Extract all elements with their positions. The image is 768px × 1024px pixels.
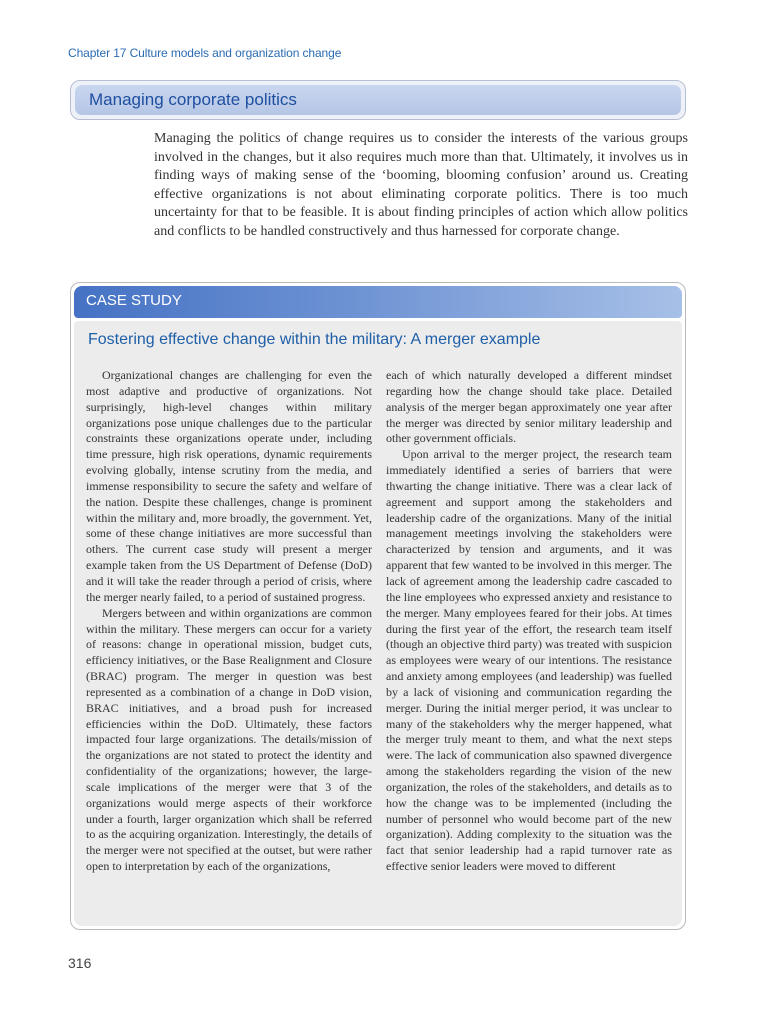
right-paragraph-1: each of which naturally developed a different mindset regarding how the change should take place. Detailed analysis of the merger began approximately one year after the merger was directed by senior military leadership and other government officials. (386, 368, 672, 446)
case-study-title: Fostering effective change within the military: A merger example (88, 331, 541, 348)
left-paragraph-2: Mergers between and within organizations are common within the military. These mergers can occur for a variety of reasons: change in operational mission, budget cuts, efficiency initiatives, or the Base Realignment and Closure (BRAC) program. The merger in question was best represented as a combination of a change in DoD vision, BRAC initiatives, and a broad push for increased efficiencies within the DoD. Ultimately, these factors impacted four large organizations. The details/mission of the organizations are not stated to protect the identity and confidentiality of the organizations; however, the large-scale implications of the merger were that 3 of the organizations would merge aspects of their workforce under a fourth, larger organization which shall be referred to as the acquiring organization. Interestingly, the details of the merger were not specified at the outset, but were rather open to interpretation by each of the organizations, (86, 605, 372, 874)
left-column (86, 368, 372, 875)
running-head: Chapter 17 Culture models and organization change (68, 46, 342, 60)
case-study-label: CASE STUDY (86, 292, 182, 309)
intro-paragraph-block (154, 130, 688, 242)
right-column (386, 368, 672, 875)
section-heading-bar (70, 80, 686, 120)
case-study-body (74, 321, 682, 926)
right-paragraph-2: Upon arrival to the merger project, the research team immediately identified a series of barriers that were thwarting the change initiative. There was a clear lack of agreement and support among the stakeholders and leadership cadre of the organizations. Many of the initial management meetings involving the stakeholders were characterized by tension and arguments, and it was apparent that few wanted to be involved in this merger. The lack of agreement among the leadership cadre cascaded to the line employees who expressed anxiety and resistance to the merger. Many employees feared for their jobs. At times during the first year of the effort, the research team itself (though an objective third party) was treated with suspicion as employees were weary of our intentions. The resistance and anxiety among employees (and leadership) was fuelled by a lack of visioning and communication regarding the merger. During the initial merger period, it was unclear to many of the stakeholders why the merger happened, what the merger truly meant to them, and what the next steps were. The lack of communication also spawned divergence among the stakeholders regarding the vision of the new organization, the roles of the stakeholders, and details as to how the change was to be implemented (including the number of personnel who would become part of the new organization). Adding complexity to the situation was the fact that senior leadership had a rapid turnover rate as effective senior leaders were moved to different (386, 447, 672, 874)
left-paragraph-1: Organizational changes are challenging for even the most adaptive and productive of organizations. Not surprisingly, high-level changes within military organizations pose unique challenges due to the particular constraints these organizations operate under, including time pressure, high risk operations, dynamic requirements evolving globally, intense scrutiny from the media, and immense responsibility to secure the safety and welfare of the nation. Despite these challenges, change is prominent within the military and, more broadly, the government. Yet, some of these change initiatives are more successful than others. The current case study will present a merger example taken from the US Department of Defense (DoD) and it will take the reader through a period of crisis, where the merger nearly failed, to a period of sustained progress. (86, 368, 372, 604)
page-number: 316 (68, 955, 92, 971)
intro-paragraph: Managing the politics of change requires us to consider the interests of the various groups involved in the changes, but it also requires much more than that. Ultimately, it involves us in finding ways of making sense of the ‘booming, blooming confusion’ around us. Creating effective organizations is not about eliminating corporate politics. There is too much uncertainty for that to be feasible. It is about finding principles of action which allow politics and conflicts to be handled constructively and thus harnessed for corporate change. (154, 131, 688, 239)
case-study-header (74, 286, 682, 318)
section-title: Managing corporate politics (89, 90, 297, 109)
case-study-box (70, 282, 686, 930)
